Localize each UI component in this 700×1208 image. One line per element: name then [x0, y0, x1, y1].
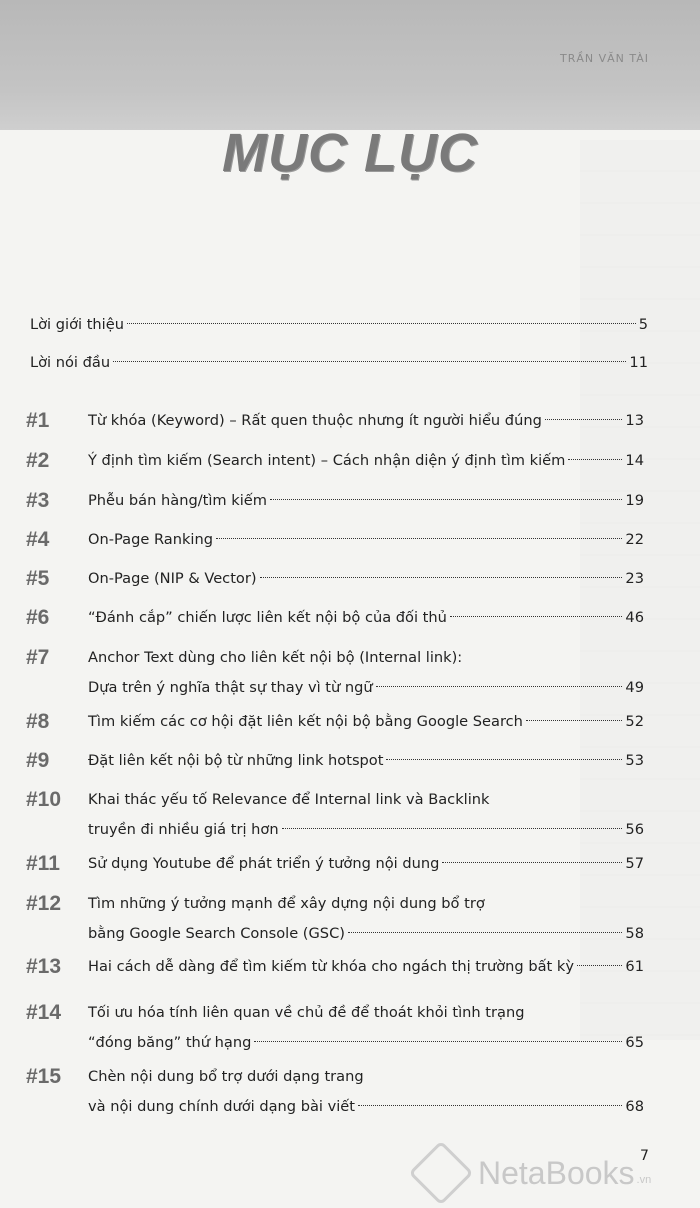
chapter-page: 19 — [625, 492, 644, 509]
chapter-title-line — [88, 1092, 644, 1122]
chapter-title-line: Khai thác yếu tố Relevance để Internal link và Backlink — [88, 791, 490, 808]
page-title: MỤC LỤC — [222, 123, 478, 183]
chapter-page: 49 — [625, 679, 644, 696]
chapter-page: 14 — [625, 452, 644, 469]
watermark-brand: NetaBooks — [478, 1154, 635, 1191]
chapter-number: #10 — [26, 788, 62, 811]
front-matter-entry[interactable] — [30, 348, 648, 378]
entry-label: Lời giới thiệu — [30, 316, 124, 333]
chapter-number: #15 — [26, 1065, 62, 1088]
entry-label: Lời nói đầu — [30, 354, 111, 371]
chapter-title-text: Ý định tìm kiếm (Search intent) – Cách nhận diện ý định tìm kiếm — [88, 452, 566, 469]
dot-leader — [254, 1040, 622, 1042]
chapter-title-text: và nội dung chính dưới dạng bài viết — [88, 1098, 356, 1115]
chapter-page: 46 — [625, 609, 644, 626]
chapter-number: #11 — [26, 852, 60, 875]
leader-line — [88, 673, 644, 703]
leader-line — [30, 348, 648, 378]
chapter-title-line — [88, 746, 644, 776]
chapter-title — [88, 889, 644, 949]
chapter-page: 13 — [625, 412, 644, 429]
chapter-title-text: truyền đi nhiều giá trị hơn — [88, 821, 279, 838]
leader-line — [88, 406, 644, 436]
chapter-page: 53 — [625, 752, 644, 769]
chapter-number: #4 — [26, 528, 50, 551]
chapter-title-text: On-Page (NIP & Vector) — [88, 570, 257, 587]
leader-line — [88, 1092, 644, 1122]
leader-line — [30, 310, 648, 340]
chapter-number: #1 — [26, 409, 50, 432]
chapter-title-line — [88, 446, 644, 476]
chapter-page: 57 — [625, 855, 644, 872]
chapter-title-line: Tìm những ý tưởng mạnh để xây dựng nội dung bổ trợ — [88, 895, 485, 912]
leader-line — [88, 446, 644, 476]
watermark-logo — [418, 1150, 651, 1196]
dot-leader — [386, 758, 622, 760]
chapter-number: #5 — [26, 567, 50, 590]
dot-leader — [127, 322, 636, 324]
chapter-title — [88, 707, 644, 737]
dot-leader — [442, 861, 622, 863]
leader-line — [88, 564, 644, 594]
chapter-title-text: “Đánh cắp” chiến lược liên kết nội bộ của đối thủ — [88, 609, 447, 626]
chapter-title-text: On-Page Ranking — [88, 531, 214, 548]
dot-leader — [376, 685, 623, 687]
leader-line — [88, 525, 644, 555]
chapter-title — [88, 952, 644, 982]
leader-line — [88, 746, 644, 776]
dot-leader — [113, 360, 626, 362]
watermark-suffix: .vn — [636, 1174, 652, 1186]
dot-leader — [348, 931, 622, 933]
chapter-title-line — [88, 952, 644, 982]
entry-page: 11 — [629, 354, 648, 371]
chapter-title — [88, 525, 644, 555]
chapter-page: 68 — [625, 1098, 644, 1115]
chapter-title-line — [88, 919, 644, 949]
leader-line — [88, 1028, 644, 1058]
chapter-number: #2 — [26, 449, 50, 472]
chapter-page: 58 — [625, 925, 644, 942]
chapter-title-line — [88, 849, 644, 879]
chapter-number: #3 — [26, 489, 50, 512]
chapter-page: 52 — [625, 713, 644, 730]
chapter-title — [88, 406, 644, 436]
dot-leader — [526, 719, 623, 721]
chapter-title — [88, 746, 644, 776]
chapter-title-line — [88, 673, 644, 703]
chapter-title — [88, 785, 644, 845]
dot-leader — [270, 498, 622, 500]
chapter-title-line — [88, 406, 644, 436]
chapter-title-text: Sử dụng Youtube để phát triển ý tưởng nội dung — [88, 855, 440, 872]
chapter-title-line — [88, 815, 644, 845]
leader-line — [88, 707, 644, 737]
chapter-title-text: “đóng băng” thứ hạng — [88, 1034, 252, 1051]
chapter-title-line: Tối ưu hóa tính liên quan về chủ đề để thoát khỏi tình trạng — [88, 1004, 525, 1021]
chapter-page: 65 — [625, 1034, 644, 1051]
dot-leader — [545, 418, 623, 420]
chapter-title-text: Từ khóa (Keyword) – Rất quen thuộc nhưng ít người hiểu đúng — [88, 412, 542, 429]
leader-line — [88, 952, 644, 982]
leader-line — [88, 486, 644, 516]
chapter-number: #7 — [26, 646, 50, 669]
running-header: TRẦN VĂN TÀI — [560, 52, 650, 65]
chapter-title-line — [88, 1028, 644, 1058]
chapter-page: 56 — [625, 821, 644, 838]
chapter-title — [88, 446, 644, 476]
leader-line — [88, 603, 644, 633]
chapter-title-line — [88, 486, 644, 516]
chapter-number: #6 — [26, 606, 50, 629]
chapter-title — [88, 643, 644, 703]
chapter-number: #8 — [26, 710, 50, 733]
chapter-title — [88, 603, 644, 633]
chapter-number: #14 — [26, 1001, 62, 1024]
dot-leader — [282, 827, 623, 829]
chapter-title — [88, 998, 644, 1058]
chapter-title — [88, 1062, 644, 1122]
chapter-title-text: Đặt liên kết nội bộ từ những link hotspot — [88, 752, 384, 769]
dot-leader — [450, 615, 623, 617]
dot-leader — [577, 964, 622, 966]
chapter-number: #13 — [26, 955, 62, 978]
dot-leader — [260, 576, 623, 578]
chapter-number: #12 — [26, 892, 62, 915]
leader-line — [88, 919, 644, 949]
chapter-title — [88, 849, 644, 879]
chapter-title-line — [88, 707, 644, 737]
chapter-title-line — [88, 564, 644, 594]
dot-leader — [216, 537, 622, 539]
page-number: 7 — [640, 1148, 649, 1164]
chapter-number: #9 — [26, 749, 50, 772]
chapter-title-line: Anchor Text dùng cho liên kết nội bộ (Internal link): — [88, 649, 463, 666]
dot-leader — [358, 1104, 622, 1106]
chapter-title — [88, 486, 644, 516]
front-matter-entry[interactable] — [30, 310, 648, 340]
dot-leader — [568, 458, 622, 460]
chapter-title — [88, 564, 644, 594]
chapter-title-text: bằng Google Search Console (GSC) — [88, 925, 345, 942]
chapter-title-text: Phễu bán hàng/tìm kiếm — [88, 492, 267, 509]
entry-page: 5 — [638, 316, 648, 333]
chapter-title-line: Chèn nội dung bổ trợ dưới dạng trang — [88, 1068, 364, 1085]
leader-line — [88, 815, 644, 845]
chapter-title-text: Dựa trên ý nghĩa thật sự thay vì từ ngữ — [88, 679, 373, 696]
chapter-page: 23 — [625, 570, 644, 587]
top-band — [0, 0, 700, 130]
leader-line — [88, 849, 644, 879]
chapter-title-line — [88, 525, 644, 555]
chapter-page: 22 — [625, 531, 644, 548]
netabooks-logo-icon — [408, 1140, 473, 1205]
chapter-title-text: Tìm kiếm các cơ hội đặt liên kết nội bộ bằng Google Search — [88, 713, 523, 730]
chapter-page: 61 — [625, 958, 644, 975]
chapter-title-line — [88, 603, 644, 633]
chapter-title-text: Hai cách dễ dàng để tìm kiếm từ khóa cho ngách thị trường bất kỳ — [88, 958, 574, 975]
